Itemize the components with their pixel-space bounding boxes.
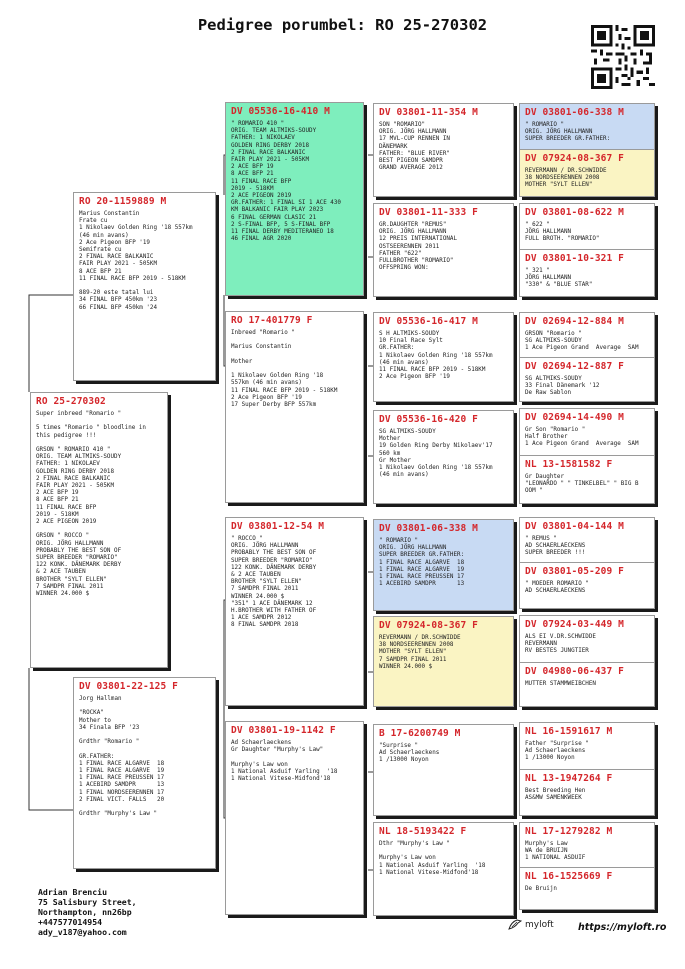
ring-number: DV 03801-04-144 M: [525, 521, 624, 532]
pedigree-half-g8[interactable]: [520, 455, 654, 504]
pedigree-half-g16[interactable]: [520, 867, 654, 910]
page-title: Pedigree porumbel: RO 25-270302: [197, 16, 488, 34]
pigeon-description: Gr Son "Romario " Half Brother 1 Ace Pigeon Grand Average SAM: [525, 427, 639, 448]
pigeon-description: Best Breeding Hen AS&MW SAMENKWEEK: [525, 788, 586, 802]
myloft-logo-icon: [508, 919, 522, 931]
owner-street: 75 Salisbury Street,: [38, 897, 137, 907]
pedigree-card-sds[interactable]: [373, 312, 514, 402]
ring-number: DV 03801-12-54 M: [231, 521, 325, 532]
owner-contact: [38, 887, 137, 937]
owner-email: ady_v187@yahoo.com: [38, 927, 127, 937]
pigeon-description: " ROMARIO 410 " ORIG. TEAM ALTMIKS-SOUDY FATHER: 1 NIKOLAEV GOLDEN RING DERBY 2018 2 FINAL RACE BALKANIC FAIR PLAY 2021 - 505KM 2 ACE BFP 19 8 ACE BFP 21 11 FINAL RACE BFP 2019 - 518KM 2 ACE PIGEON 2019 GR.FATHER: 1 FINAL SI 1 ACE 430 KM BALKANIC FAIR PLAY 2023 6 FINAL GERMAN CLASIC 21 2 S-FINAL BFP, 5 S-FINAL BFP 11 FINAL DERBY MEDITERANEO 18 46 FINAL AGR 2020: [231, 121, 341, 243]
pedigree-half-g7[interactable]: [520, 409, 654, 455]
ring-number: DV 03801-08-622 M: [525, 207, 624, 218]
pigeon-description: Jorg Hallman "ROCKA" Mother to 34 Finala BFP '23 Grdthr "Romario " GR.FATHER: 1 FINAL RACE ALGARVE 18 1 FINAL RACE ALGARVE 19 1 FINAL RACE PREUSSEN 17 1 ACEBIRD SAMDPR 13 1 FINAL NORDSEERENNEN 17 2 FINAL VICT. FALLS 20 Grdthr "Murphy's Law ": [79, 696, 165, 818]
pigeon-description: GR.DAUGHTER "REMUS" ORIG. JÖRG HALLMANN 12 PREIS INTERNATIONAL OSTSEERENNEN 2011 FATHER "622" FULLBROTHER "ROMARIO" OFFSPRING WON:: [379, 222, 458, 272]
pedigree-card-ssd[interactable]: [373, 203, 514, 297]
ring-number: DV 03801-10-321 F: [525, 253, 624, 264]
ring-number: DV 03801-22-125 F: [79, 681, 178, 692]
owner-name: Adrian Brenciu: [38, 887, 108, 897]
ring-number: DV 02694-12-887 F: [525, 361, 624, 372]
pigeon-description: S H ALTMIKS-SOUDY 10 Final Race Sylt GR.FATHER: 1 Nikolaev Golden Ring '18 557km (46 min avans) 11 FINAL RACE BFP 2019 - 518KM 2 Ace Pigeon BFP '19: [379, 331, 493, 381]
pedigree-half-g2[interactable]: [520, 149, 654, 197]
pigeon-description: " ROMARIO " ORIG. JÖRG HALLMANN SUPER BREEDER GR.FATHER: 1 FINAL RACE ALGARVE 18 1 FINAL RACE ALGARVE 19 1 FINAL RACE PREUSSEN 17 1 ACEBIRD SAMDPR 13: [379, 538, 465, 588]
owner-phone: +447577014954: [38, 917, 103, 927]
ring-number: NL 17-1279282 M: [525, 826, 613, 837]
pedigree-card-sire[interactable]: [73, 192, 216, 381]
pigeon-description: Marius Constantin Frate cu 1 Nikolaev Golden Ring '18 557km (46 min avans) 2 Ace Pigeon BFP '19 Semifrate cu 2 FINAL RACE BALKANIC FAIR PLAY 2021 - 505KM 8 ACE BFP 21 11 FINAL RACE BFP 2019 - 518KM 889-20 este tatal lui 34 FINAL BFP 450km '23 66 FINAL BFP 450km '24: [79, 211, 193, 311]
brand-name: myloft: [525, 920, 554, 930]
ring-number: RO 25-270302: [36, 396, 106, 407]
ring-number: DV 07924-08-367 F: [525, 153, 624, 164]
pigeon-description: Inbreed "Romario " Marius Constantin Mother 1 Nikolaev Golden Ring '18 557km (46 min avans) 11 FINAL RACE BFP 2019 - 518KM 2 Ace Pigeon BFP '19 17 Super Derby BFP 557km: [231, 330, 338, 409]
ring-number: DV 05536-16-420 F: [379, 414, 478, 425]
pedigree-card-dds[interactable]: [373, 724, 514, 816]
pigeon-description: ALS EI V.DR.SCHWIDDE REVERMANN RV BESTES JUNGTIER: [525, 634, 596, 655]
owner-city: Northampton, nn26bp: [38, 907, 132, 917]
ring-number: DV 05536-16-410 M: [231, 106, 330, 117]
pigeon-description: SG ALTMIKS-SOUDY 33 Final Dänemark '12 De Raw Sablon: [525, 376, 600, 397]
pedigree-half-g4[interactable]: [520, 249, 654, 297]
pigeon-description: " MOEDER ROMARIO " AD SCHAERLAECKENS: [525, 581, 589, 595]
pedigree-card-ss[interactable]: [225, 102, 364, 296]
pedigree-card-ggp-11-12[interactable]: [519, 615, 655, 707]
ring-number: NL 16-1525669 F: [525, 871, 613, 882]
pedigree-card-sdd[interactable]: [373, 410, 514, 504]
pedigree-card-dss[interactable]: [373, 519, 514, 611]
pigeon-description: " 622 " JÖRG HALLMANN FULL BROTH. "ROMARIO": [525, 222, 600, 243]
ring-number: DV 03801-11-354 M: [379, 107, 478, 118]
pedigree-half-g15[interactable]: [520, 823, 654, 867]
pedigree-half-g6[interactable]: [520, 357, 654, 402]
pigeon-description: " ROMARIO " ORIG. JÖRG HALLMANN SUPER BREEDER GR.FATHER:: [525, 122, 611, 143]
pedigree-half-g9[interactable]: [520, 518, 654, 562]
pedigree-card-ggp-3-4[interactable]: [519, 203, 655, 297]
pedigree-card-ggp-1-2[interactable]: [519, 103, 655, 197]
pedigree-half-g10[interactable]: [520, 562, 654, 609]
pedigree-card-sd[interactable]: [225, 311, 364, 503]
pigeon-description: GRSON "Romario " SG ALTMIKS-SOUDY 1 Ace Pigeon Grand Average SAM: [525, 331, 639, 352]
ring-number: DV 05536-16-417 M: [379, 316, 478, 327]
pigeon-description: REVERMANN / DR.SCHWIDDE 38 NORDSEERENNEN 2008 MOTHER "SYLT ELLEN" 7 SAMDPR FINAL 2011 WINNER 24.000 $: [379, 635, 461, 670]
ring-number: DV 03801-06-338 M: [525, 107, 624, 118]
ring-number: DV 03801-11-333 F: [379, 207, 478, 218]
pedigree-half-g1[interactable]: [520, 104, 654, 149]
pedigree-card-dd[interactable]: [225, 721, 364, 915]
ring-number: DV 07924-03-449 M: [525, 619, 624, 630]
pigeon-description: SON "ROMARIO" ORIG. JÖRG HALLMANN 17 MVL-CUP RENNEN IN DÄNEMARK FATHER: "BLUE RIVER" BEST PIGEON SAMDPR GRAND AVERAGE 2012: [379, 122, 450, 172]
ring-number: DV 03801-06-338 M: [379, 523, 478, 534]
pedigree-card-ggp-15-16[interactable]: [519, 822, 655, 910]
footer-url[interactable]: https://myloft.ro: [578, 922, 667, 933]
pedigree-card-dam[interactable]: [73, 677, 216, 869]
pigeon-description: " ROCCO " ORIG. JÖRG HALLMANN PROBABLY THE BEST SON OF SUPER BREEDER "ROMARIO" 122 KONK. DÄNEMARK DERBY & 2 ACE TAUBEN BROTHER "SYLT ELLEN" 7 SAMDPR FINAL 2011 WINNER 24.000 $ "351" 1 ACE DÄNEMARK 12 H.BROTHER WITH FATHER OF 1 ACE SAMDPR 2012 8 FINAL SAMDPR 2018: [231, 536, 317, 629]
pedigree-half-g12[interactable]: [520, 662, 654, 707]
pigeon-description: " 321 " JÖRG HALLMANN "330" & "BLUE STAR": [525, 268, 593, 289]
pigeon-description: SG ALTMIKS-SOUDY Mother 19 Golden Ring Derby Nikolaev'17 560 km Gr Mother 1 Nikolaev Golden Ring '18 557km (46 min avans): [379, 429, 493, 479]
pigeon-description: Dthr "Murphy's Law " Murphy's Law won 1 National Asduif Yarling '18 1 National Vitese-Midfond'18: [379, 841, 486, 876]
ring-number: RO 17-401779 F: [231, 315, 313, 326]
ring-number: NL 18-5193422 F: [379, 826, 467, 837]
pedigree-card-ds[interactable]: [225, 517, 364, 706]
pedigree-card-ggp-5-6[interactable]: [519, 312, 655, 402]
pigeon-description: De Bruijn: [525, 886, 557, 892]
pigeon-description: Super inbreed "Romario " 5 times "Romario " bloodline in this pedigree !!! GRSON " ROMARIO 410 " ORIG. TEAM ALTMIKS-SOUDY FATHER: 1 NIKOLAEV GOLDEN RING DERBY 2018 2 FINAL RACE BALKANIC FAIR PLAY 2021 - 505KM 2 ACE BFP 19 8 ACE BFP 21 11 FINAL RACE BFP 2019 - 518KM 2 ACE PIGEON 2019 GRSON " ROCCO " ORIG. JÖRG HALLMANN PROBABLY THE BEST SON OF SUPER BREEDER "ROMARIO" 122 KONK. DÄNEMARK DERBY & 2 ACE TAUBEN BROTHER "SYLT ELLEN" 7 SAMDPR FINAL 2011 WINNER 24.000 $: [36, 411, 146, 598]
ring-number: NL 13-1947264 F: [525, 773, 613, 784]
pigeon-description: Gr Daughter "LEONARDO " " TINKELBEL" " BIG B OOM ": [525, 474, 639, 495]
pedigree-half-g11[interactable]: [520, 616, 654, 662]
pedigree-half-g5[interactable]: [520, 313, 654, 357]
pigeon-description: Father "Surprise " Ad Schaerlaeckens 1 /13000 Noyon: [525, 741, 589, 762]
pedigree-card-sss[interactable]: [373, 103, 514, 197]
ring-number: RO 20-1159889 M: [79, 196, 167, 207]
brand-logo: [508, 919, 554, 931]
ring-number: DV 02694-12-884 M: [525, 316, 624, 327]
ring-number: DV 03801-05-209 F: [525, 566, 624, 577]
ring-number: NL 16-1591617 M: [525, 726, 613, 737]
pedigree-half-g3[interactable]: [520, 204, 654, 249]
pedigree-card-ggp-7-8[interactable]: [519, 408, 655, 504]
pedigree-card-dsd[interactable]: [373, 616, 514, 707]
pedigree-half-g13[interactable]: [520, 723, 654, 769]
pedigree-card-ggp-9-10[interactable]: [519, 517, 655, 609]
pedigree-card-ddd[interactable]: [373, 822, 514, 916]
pigeon-description: MUTTER STAMMWEIBCHEN: [525, 681, 596, 687]
pigeon-description: Murphy's Law WA de BRUIJN 1 NATIONAL ASDUIF: [525, 841, 586, 862]
ring-number: DV 07924-08-367 F: [379, 620, 478, 631]
pedigree-half-g14[interactable]: [520, 769, 654, 816]
ring-number: NL 13-1581582 F: [525, 459, 613, 470]
pedigree-card-ggp-13-14[interactable]: [519, 722, 655, 816]
ring-number: DV 04980-06-437 F: [525, 666, 624, 677]
ring-number: DV 03801-19-1142 F: [231, 725, 336, 736]
pigeon-description: Ad Schaerlaeckens Gr Daughter "Murphy's Law" Murphy's Law won 1 National Asduif Yarling '18 1 National Vitese-Midfond'18: [231, 740, 338, 783]
pigeon-description: " REMUS " AD SCHAERLAECKENS SUPER BREEDER !!!: [525, 536, 586, 557]
ring-number: DV 02694-14-490 M: [525, 412, 624, 423]
pedigree-card-subject[interactable]: [30, 392, 168, 668]
ring-number: B 17-6200749 M: [379, 728, 461, 739]
pigeon-description: REVERMANN / DR.SCHWIDDE 38 NORDSEERENNEN 2008 MOTHER "SYLT ELLEN": [525, 168, 607, 189]
pigeon-description: "Surprise " Ad Schaerlaeckens 1 /13000 Noyon: [379, 743, 440, 764]
